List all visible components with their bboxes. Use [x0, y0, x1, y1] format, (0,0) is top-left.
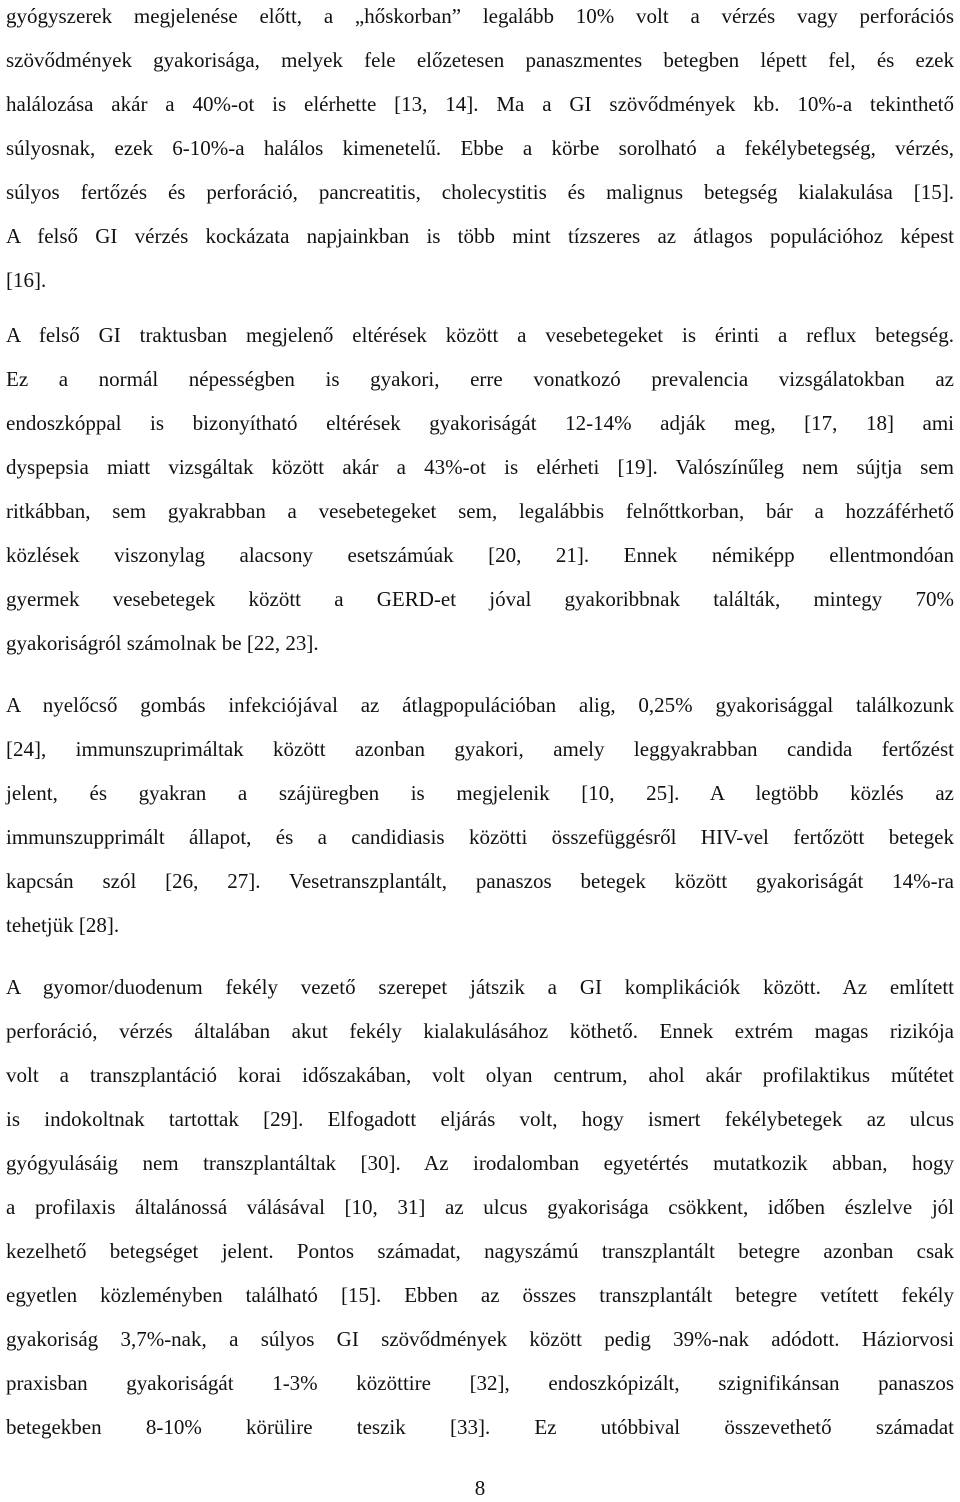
text-line: perforáció, vérzés általában akut fekély kialakulásához köthető. Ennek extrém magas rizikója: [6, 1019, 954, 1043]
text-line: gyógyulásáig nem transzplantáltak [30]. Az irodalomban egyetértés mutatkozik abban, hogy: [6, 1151, 954, 1175]
text-line: A gyomor/duodenum fekély vezető szerepet játszik a GI komplikációk között. Az említett: [6, 975, 954, 999]
text-line: súlyos fertőzés és perforáció, pancreatitis, cholecystitis és malignus betegség kialakulása [15].: [6, 180, 954, 204]
text-line: tehetjük [28].: [6, 913, 120, 937]
paragraph-4: [6, 965, 954, 1449]
page-number: 8: [474, 1476, 486, 1500]
text-line: is indokoltnak tartottak [29]. Elfogadott eljárás volt, hogy ismert fekélybetegek az ulcus: [6, 1107, 954, 1131]
text-line: gyógyszerek megjelenése előtt, a „hőskorban” legalább 10% volt a vérzés vagy perforációs: [6, 4, 954, 28]
text-line: kapcsán szól [26, 27]. Vesetranszplantált, panaszos betegek között gyakoriságát 14%-ra: [6, 869, 954, 893]
text-line: közlések viszonylag alacsony esetszámúak [20, 21]. Ennek némiképp ellentmondóan: [6, 543, 954, 567]
text-line: halálozása akár a 40%-ot is elérhette [13, 14]. Ma a GI szövődmények kb. 10%-a tekinthető: [6, 92, 954, 116]
text-line: [24], immunszuprimáltak között azonban gyakori, amely leggyakrabban candida fertőzést: [6, 737, 954, 761]
text-line: jelent, és gyakran a szájüregben is megjelenik [10, 25]. A legtöbb közlés az: [6, 781, 954, 805]
text-line: A felső GI traktusban megjelenő eltérések között a vesebetegeket is érinti a reflux betegség.: [6, 323, 954, 347]
text-line: dyspepsia miatt vizsgáltak között akár a 43%-ot is elérheti [19]. Valószínűleg nem sújtja sem: [6, 455, 954, 479]
text-line: szövődmények gyakorisága, melyek fele előzetesen panaszmentes betegben lépett fel, és ezek: [6, 48, 954, 72]
text-line: volt a transzplantáció korai időszakában, volt olyan centrum, ahol akár profilaktikus műtétet: [6, 1063, 954, 1087]
text-line: ritkábban, sem gyakrabban a vesebetegeket sem, legalábbis felnőttkorban, bár a hozzáférhető: [6, 499, 954, 523]
text-line: gyermek vesebetegek között a GERD-et jóval gyakoribbnak találták, mintegy 70%: [6, 587, 954, 611]
paragraph-2: [6, 313, 954, 665]
text-line: a profilaxis általánossá válásával [10, 31] az ulcus gyakorisága csökkent, időben észlelve jól: [6, 1195, 954, 1219]
text-line: Ez a normál népességben is gyakori, erre vonatkozó prevalencia vizsgálatokban az: [6, 367, 954, 391]
text-line: A felső GI vérzés kockázata napjainkban is több mint tízszeres az átlagos populációhoz képest: [6, 224, 954, 248]
text-line: betegekben 8-10% körülire teszik [33]. Ez utóbbival összevethető számadat: [6, 1415, 954, 1439]
text-line: endoszkóppal is bizonyítható eltérések gyakoriságát 12-14% adják meg, [17, 18] ami: [6, 411, 954, 435]
paragraph-1: [6, 0, 954, 302]
text-line: kezelhető betegséget jelent. Pontos számadat, nagyszámú transzplantált betegre azonban csak: [6, 1239, 954, 1263]
text-line: gyakoriság 3,7%-nak, a súlyos GI szövődmények között pedig 39%-nak adódott. Háziorvosi: [6, 1327, 954, 1351]
text-line: egyetlen közleményben található [15]. Ebben az összes transzplantált betegre vetített fekély: [6, 1283, 954, 1307]
text-line: gyakoriságról számolnak be [22, 23].: [6, 631, 319, 655]
text-line: immunszupprimált állapot, és a candidiasis közötti összefüggésről HIV-vel fertőzött betegek: [6, 825, 954, 849]
text-line: praxisban gyakoriságát 1-3% közöttire [32], endoszkópizált, szignifikánsan panaszos: [6, 1371, 954, 1395]
text-line: súlyosnak, ezek 6-10%-a halálos kimenetelű. Ebbe a körbe sorolható a fekélybetegség, vérzés,: [6, 136, 954, 160]
paragraph-3: [6, 683, 954, 947]
text-line: [16].: [6, 268, 47, 292]
text-line: A nyelőcső gombás infekciójával az átlagpopulációban alig, 0,25% gyakorisággal találkozunk: [6, 693, 954, 717]
